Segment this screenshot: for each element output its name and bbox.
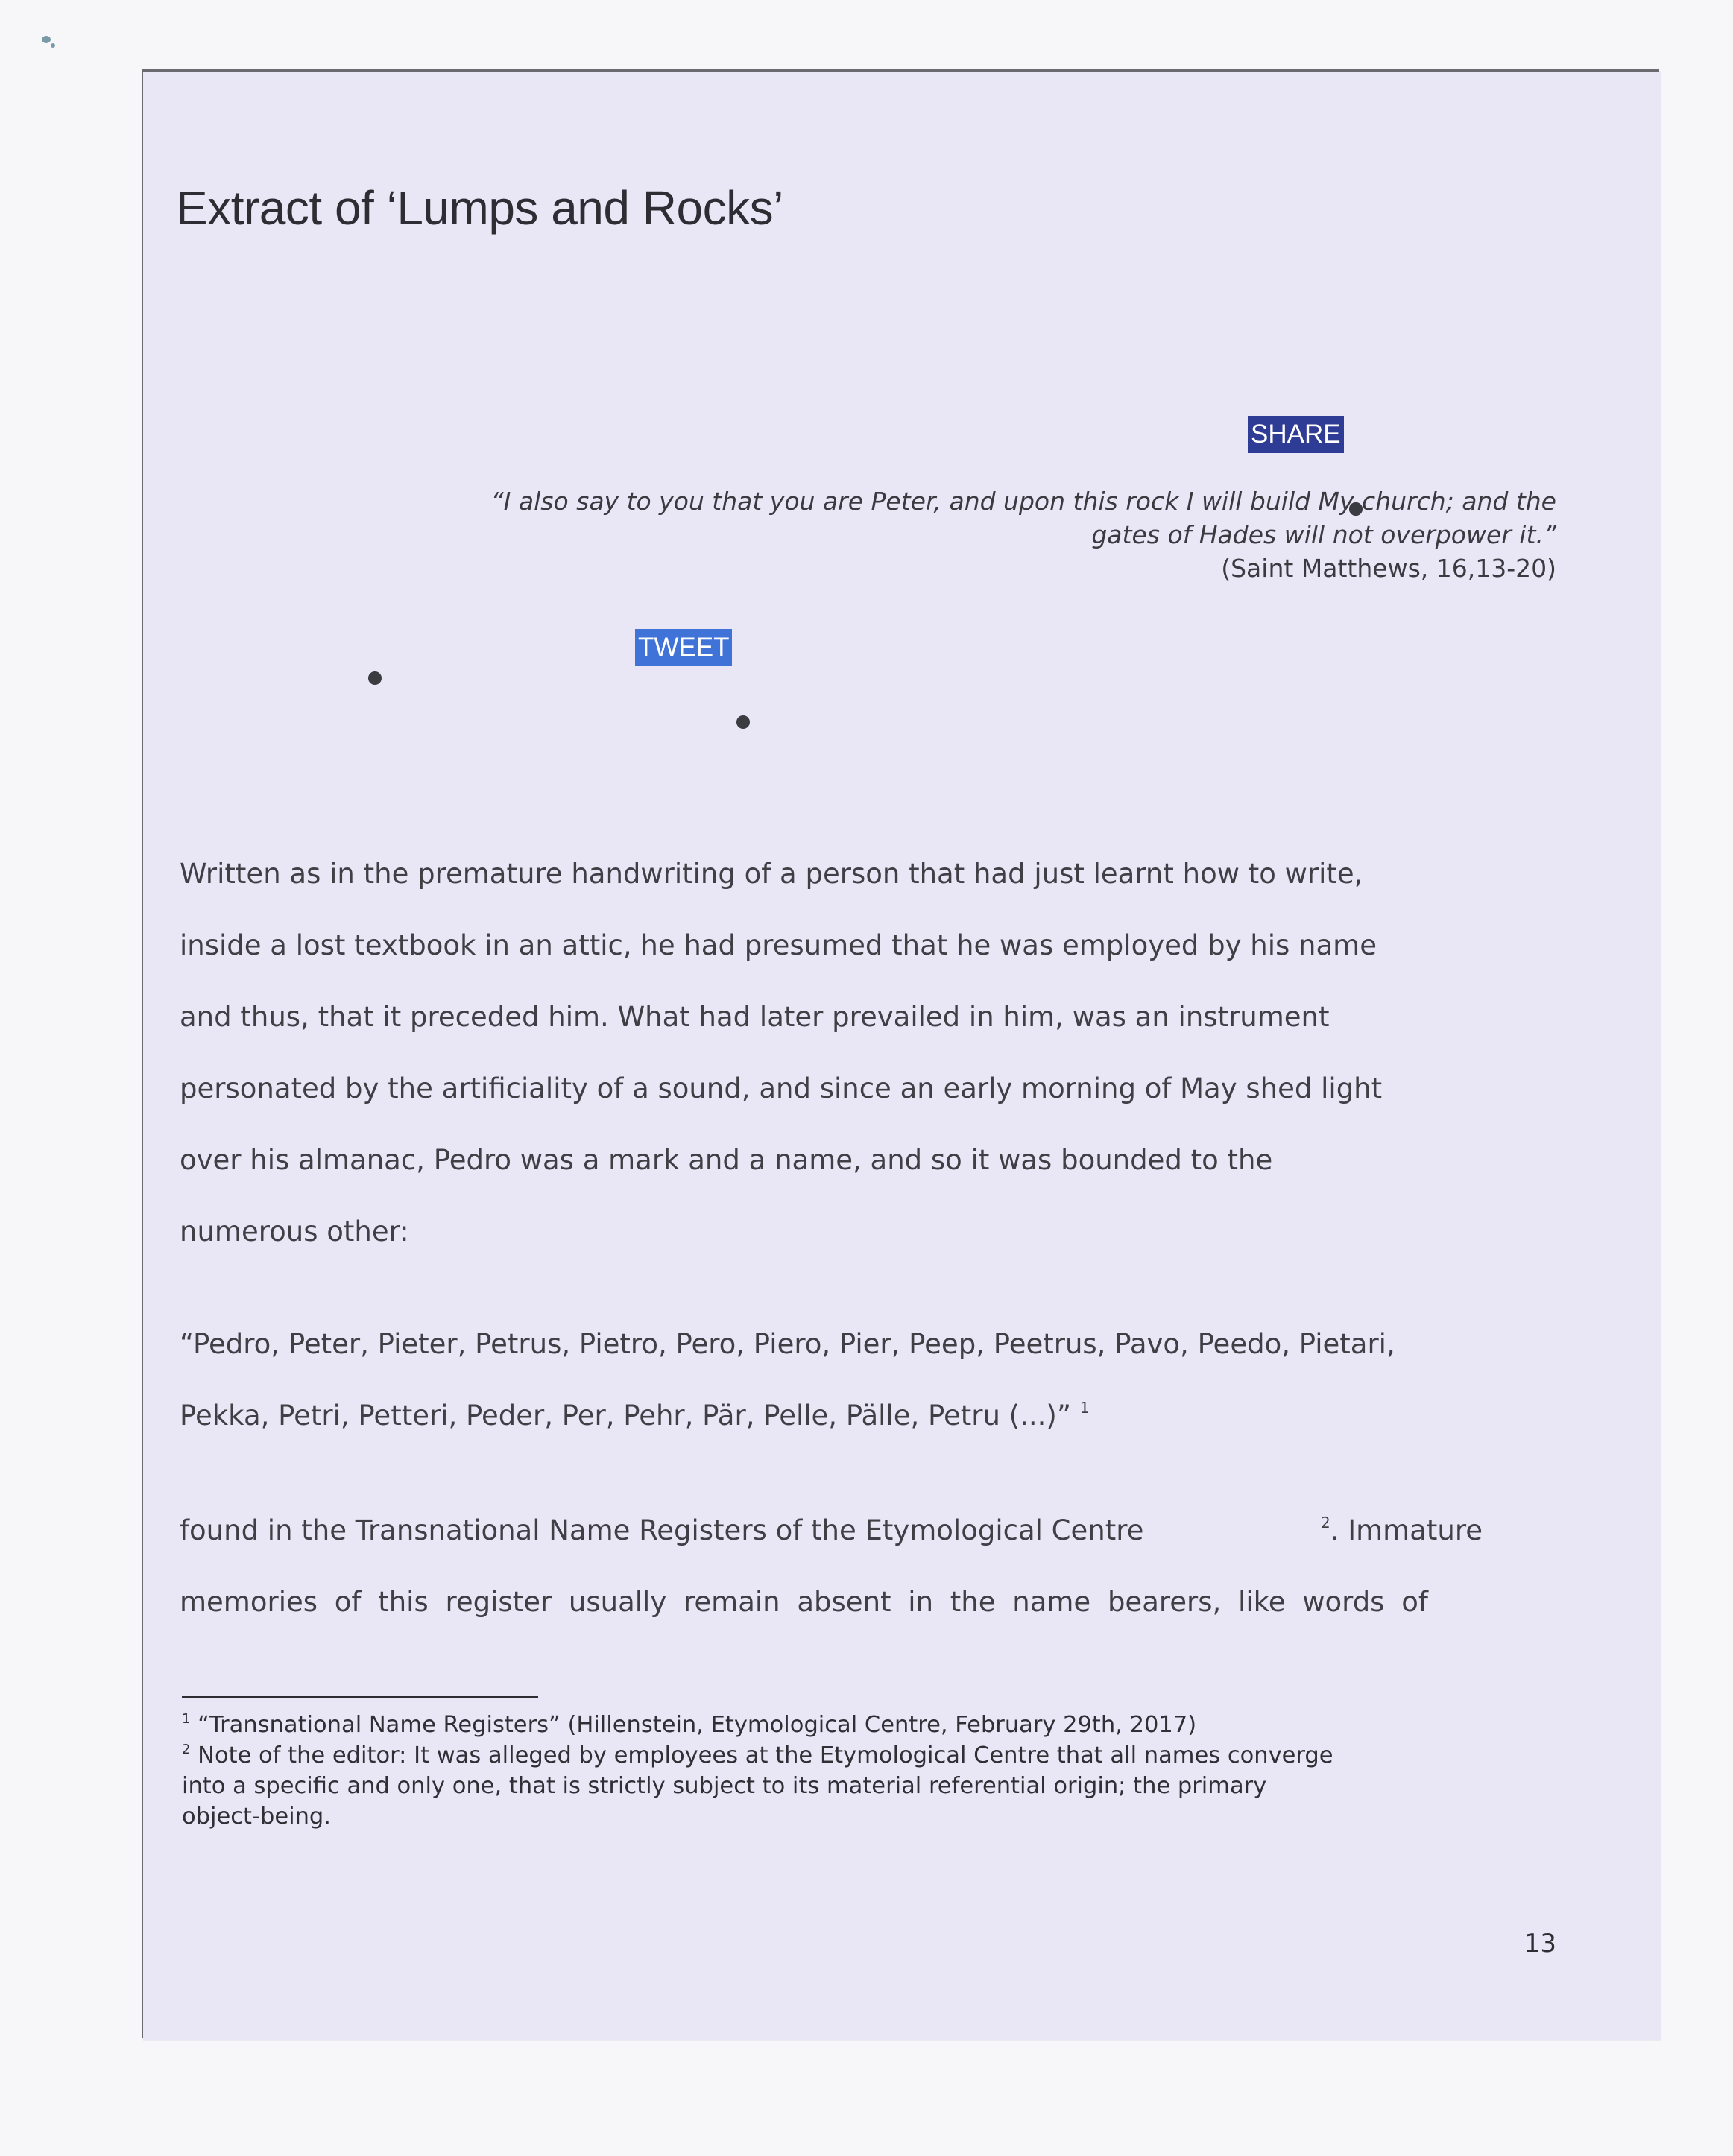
footnotes [182, 1710, 1345, 1832]
text-line: personated by the artificiality of a sound, and since an early morning of May shed light [180, 1072, 1383, 1104]
footnote-reference[interactable]: 1 [1079, 1399, 1090, 1417]
justified-text: found in the Transnational Name Registers of the Etymological Centre [180, 1514, 1144, 1546]
epigraph-quote-line: gates of Hades will not overpower it.” [1091, 520, 1556, 549]
justified-text [1312, 1495, 1483, 1567]
footnote [182, 1740, 1345, 1832]
justified-text: . Immature [1330, 1514, 1483, 1546]
footnote [182, 1710, 1345, 1740]
names-quote [180, 1309, 1395, 1452]
epigraph-citation: (Saint Matthews, 16,13-20) [1221, 554, 1556, 583]
share-button[interactable]: SHARE [1248, 416, 1344, 453]
footnote-text: “Transnational Name Registers” (Hillenstein, Etymological Centre, February 29th, 2017) [198, 1712, 1197, 1738]
text-line: “Pedro, Peter, Pieter, Petrus, Pietro, Pero, Piero, Pier, Peep, Peetrus, Pavo, Peedo, Pietari, [180, 1328, 1395, 1360]
names-quote-text: Pekka, Petri, Petteri, Peder, Per, Pehr, Pär, Pelle, Pälle, Petru (...)” [180, 1400, 1071, 1432]
epigraph [438, 484, 1556, 585]
epigraph-quote-line: “I also say to you that you are Peter, and upon this rock I will build My church; and the [490, 487, 1556, 516]
text-line: Written as in the premature handwriting of a person that had just learnt how to write, [180, 858, 1363, 890]
text-line: inside a lost textbook in an attic, he had presumed that he was employed by his name [180, 929, 1377, 961]
page-title: Extract of ‘Lumps and Rocks’ [176, 181, 783, 235]
paragraph-2 [180, 1495, 1483, 1638]
footnote-number: 1 [182, 1711, 191, 1727]
text-line [180, 1380, 1331, 1452]
text-line: over his almanac, Pedro was a mark and a name, and so it was bounded to the [180, 1144, 1273, 1176]
text-line: memories of this register usually remain absent in the name bearers, like words of [180, 1586, 1428, 1618]
footnote-reference[interactable]: 2 [1320, 1514, 1330, 1531]
footnote-text: Note of the editor: It was alleged by employees at the Etymological Centre that all names converge into a specific and only one, that is strictly subject to its material referential origin; the primary object-being. [182, 1742, 1333, 1830]
paragraph-1 [180, 838, 1383, 1268]
text-line: and thus, that it preceded him. What had later prevailed in him, was an instrument [180, 1001, 1330, 1033]
text-line: numerous other: [180, 1215, 409, 1248]
tweet-button[interactable]: TWEET [635, 629, 732, 666]
footnote-number: 2 [182, 1742, 191, 1757]
scan-speck [42, 36, 51, 43]
footnote-separator [182, 1696, 538, 1698]
scan-speck [51, 43, 55, 48]
empty-list-bullet [368, 671, 382, 685]
page-number: 13 [1524, 1929, 1556, 1959]
text-line [180, 1495, 1483, 1567]
tweet-bullet [736, 715, 750, 729]
